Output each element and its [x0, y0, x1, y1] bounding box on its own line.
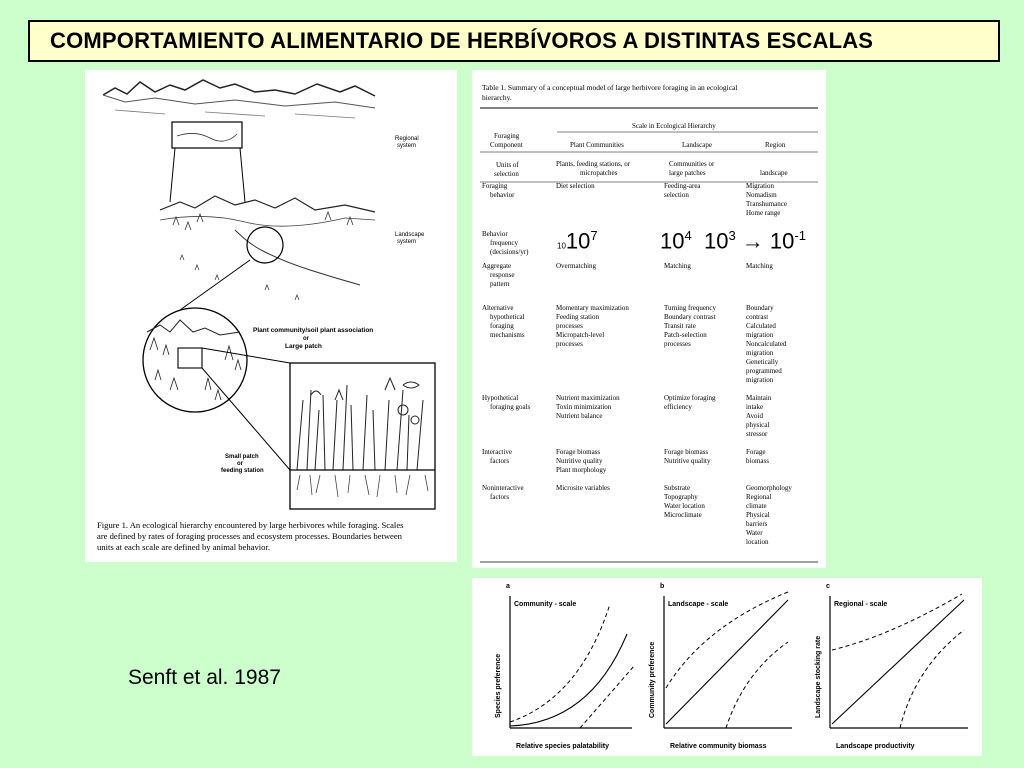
graph-y-label: Landscape stocking rate [815, 635, 822, 718]
table-cell-label: factors [490, 493, 510, 501]
or-label: or [303, 336, 309, 342]
table-cell-plant: Nutritive quality [556, 457, 603, 465]
table-cell-region: physical [746, 421, 770, 429]
table-cell-landscape: Microclimate [664, 511, 702, 519]
table-cell-region: location [746, 538, 769, 546]
table-cell-region: Avoid [746, 412, 763, 420]
table-cell-label: Foraging [482, 182, 508, 190]
table-cell-region: migration [746, 331, 774, 339]
regional-system-label-2: system [397, 143, 417, 149]
table-cell-landscape: efficiency [664, 403, 692, 411]
table-cell-plant: processes [556, 340, 583, 348]
table-cell-landscape: Forage biomass [664, 448, 709, 456]
preference-graphs-image [472, 578, 982, 756]
graph-panel-letter: b [660, 583, 665, 590]
table-cell-landscape: Matching [664, 262, 691, 270]
large-patch-label: Large patch [285, 343, 322, 350]
table-cell-label: foraging goals [490, 403, 531, 411]
graph-lower-dashed-curve [900, 630, 964, 728]
graph-scale-label: Regional - scale [834, 601, 888, 608]
table-cell-label: Alternative [482, 304, 514, 312]
table-cell-region: barriers [746, 520, 768, 528]
table-cell-region: Genetically [746, 358, 779, 366]
col-header-plant-communities: Plant Communities [570, 141, 624, 149]
freq-v4: 10 [769, 228, 795, 254]
table-cell-plant: Diet selection [556, 182, 595, 190]
col-header-component: Component [490, 141, 523, 149]
table-cell-label: frequency [490, 239, 518, 247]
table-cell-label: factors [490, 457, 510, 465]
table1-title-line2: hierarchy. [482, 93, 512, 102]
table-cell-landscape: Nutritive quality [664, 457, 711, 465]
table-cell-plant: Nutrient maximization [556, 394, 620, 402]
slide-title-box [28, 20, 1000, 62]
table-cell-label: (decisions/yr) [490, 248, 529, 256]
table-cell-label: behavior [490, 191, 515, 199]
table1-scale-header: Scale in Ecological Hierarchy [632, 122, 716, 130]
graph-panel-letter: a [506, 583, 510, 590]
table-cell-label: hypothetical [490, 313, 525, 321]
col-header-region: Region [765, 141, 786, 149]
graph-x-label: Relative species palatability [516, 743, 609, 750]
table-cell-plant: Forage biomass [556, 448, 601, 456]
slide-title: COMPORTAMIENTO ALIMENTARIO DE HERBÍVOROS A DISTINTAS ESCALAS [50, 28, 874, 53]
graph-x-label: Relative community biomass [670, 743, 767, 750]
table-cell-label: response [490, 271, 515, 279]
citation: Senft et al. 1987 [128, 666, 281, 689]
units-landscape-1: Communities or [669, 160, 715, 168]
table-cell-region: Water [746, 529, 763, 537]
table-cell-region: Geomorphology [746, 484, 792, 492]
table-cell-region: intake [746, 403, 764, 411]
table-cell-plant: Toxin minimization [556, 403, 612, 411]
frequency-value-plant: 1010$^7$ [557, 228, 598, 254]
table-cell-region: Boundary [746, 304, 774, 312]
freq-arrow: → [741, 228, 764, 254]
figure1-caption-line1: Figure 1. An ecological hierarchy encountered by large herbivores while foraging. Scales [97, 520, 404, 530]
table-cell-region: Home range [746, 209, 781, 217]
landscape-system-label: Landscape [395, 232, 425, 238]
graph-scale-label: Community - scale [514, 601, 577, 608]
table-cell-plant: Plant morphology [556, 466, 607, 474]
table-cell-plant: Feeding station [556, 313, 599, 321]
graph-scale-label: Landscape - scale [668, 601, 729, 608]
units-label-2: selection [494, 170, 519, 178]
table-cell-landscape: processes [664, 340, 691, 348]
table-cell-plant: Microsite variables [556, 484, 610, 492]
graph-y-label: Community preference [649, 641, 656, 718]
graph-lower-dashed-curve [580, 666, 634, 728]
table-cell-region: stressor [746, 430, 768, 438]
figure1-hierarchy-image [85, 70, 457, 562]
table-cell-region: Physical [746, 511, 770, 519]
units-landscape-2: large patches [669, 169, 706, 177]
table-cell-region: migration [746, 376, 774, 384]
graph-solid-curve [832, 600, 964, 724]
table-cell-region: Regional [746, 493, 772, 501]
table-cell-label: Hypothetical [482, 394, 519, 402]
small-patch-label: Small patch [225, 454, 259, 460]
table1-title-line1: Table 1. Summary of a conceptual model of large herbivore foraging in an ecological [482, 83, 738, 92]
table-cell-region: Nomadism [746, 191, 777, 199]
table-cell-region: Transhumance [746, 200, 787, 208]
table-cell-landscape: selection [664, 191, 689, 199]
table-cell-region: Forage [746, 448, 766, 456]
table1-image [472, 70, 826, 568]
table-cell-region: contrast [746, 313, 769, 321]
figure1-caption-line3: units at each scale are defined by animal behavior. [97, 542, 270, 552]
table-cell-label: Interactive [482, 448, 512, 456]
table-cell-label: mechanisms [490, 331, 525, 339]
table-cell-plant: Overmatching [556, 262, 597, 270]
table-cell-plant: Nutrient balance [556, 412, 603, 420]
units-plant-1: Plants, feeding stations, or [556, 160, 631, 168]
table-cell-landscape: Optimize foraging [664, 394, 716, 402]
table-cell-region: Matching [746, 262, 773, 270]
table-cell-region: biomass [746, 457, 769, 465]
freq-v3: 10 [703, 228, 729, 254]
table-cell-region: Migration [746, 182, 774, 190]
table-cell-landscape: Substrate [664, 484, 691, 492]
graph-y-label: Species preference [495, 653, 502, 718]
col-header-foraging: Foraging [494, 132, 520, 140]
feeding-station-label: feeding station [221, 468, 264, 474]
units-plant-2: micropatches [580, 169, 618, 177]
table-cell-landscape: Boundary contrast [664, 313, 716, 321]
table-cell-region: Noncalculated [746, 340, 787, 348]
table-cell-label: Behavior [482, 230, 508, 238]
table-cell-landscape: Water location [664, 502, 705, 510]
graph-lower-dashed-curve [726, 642, 788, 728]
graph-solid-curve [666, 600, 788, 724]
table-cell-landscape: Topography [664, 493, 698, 501]
graph-x-label: Landscape productivity [836, 743, 915, 750]
table-cell-region: Calculated [746, 322, 776, 330]
table-cell-region: programmed [746, 367, 782, 375]
graph-solid-curve [510, 634, 627, 726]
table-cell-region: climate [746, 502, 767, 510]
frequency-value-landscape-region: $10^4$ $10^3 \to 10^{-1}$ [660, 228, 806, 254]
table-cell-landscape: Turning frequency [664, 304, 717, 312]
col-header-landscape: Landscape [682, 141, 712, 149]
table-cell-plant: Momentary maximization [556, 304, 629, 312]
small-patch-or-label: or [237, 461, 243, 467]
regional-system-label: Regional [395, 136, 419, 142]
plant-community-label: Plant community/soil plant association [253, 327, 374, 334]
table-cell-landscape: Transit rate [664, 322, 696, 330]
graph-panel-letter: c [826, 583, 830, 590]
table-cell-plant: processes [556, 322, 583, 330]
figure1-caption-line2: are defined by rates of foraging processes and ecosystem processes. Boundaries between [97, 531, 402, 541]
table-cell-label: foraging [490, 322, 514, 330]
freq-v2: 10 [660, 228, 685, 254]
units-label-1: Units of [496, 161, 519, 169]
table-cell-label: Aggregate [482, 262, 512, 270]
table-cell-label: pattern [490, 280, 510, 288]
table-cell-label: Noninteractive [482, 484, 524, 492]
units-region: landscape [760, 169, 788, 177]
landscape-system-label-2: system [397, 239, 417, 245]
table-cell-landscape: Feeding-area [664, 182, 701, 190]
table-cell-landscape: Patch-selection [664, 331, 707, 339]
table-cell-region: Maintain [746, 394, 772, 402]
graph-upper-dashed-curve [510, 604, 610, 722]
table-cell-plant: Micropatch-level [556, 331, 605, 339]
table-cell-region: migration [746, 349, 774, 357]
